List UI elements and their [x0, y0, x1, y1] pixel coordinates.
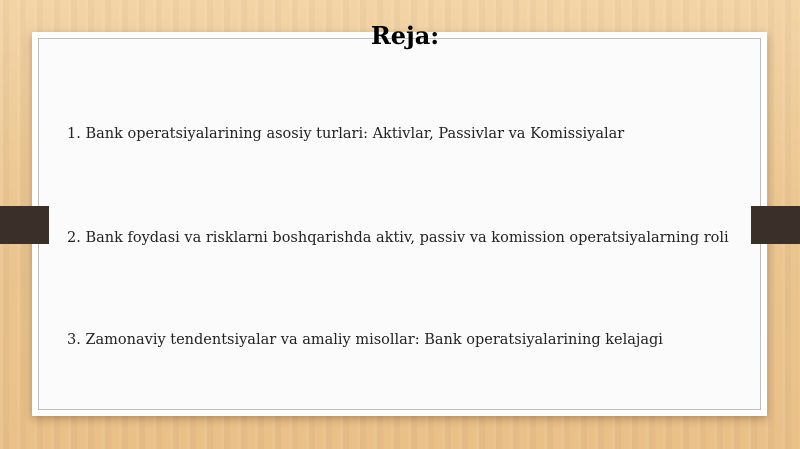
left-side-tab: [0, 206, 49, 244]
plan-item-2: 2. Bank foydasi va risklarni boshqarishda aktiv, passiv va komission operatsiyalarning roli: [67, 230, 729, 246]
plan-item-1: 1. Bank operatsiyalarining asosiy turlari: Aktivlar, Passivlar va Komissiyalar: [67, 126, 625, 142]
plan-item-3: 3. Zamonaviy tendentsiyalar va amaliy misollar: Bank operatsiyalarining kelajagi: [67, 332, 663, 348]
right-side-tab: [751, 206, 800, 244]
paper-card-border: [38, 38, 761, 410]
slide-title: Reja:: [370, 21, 440, 50]
paper-card: [32, 32, 767, 416]
